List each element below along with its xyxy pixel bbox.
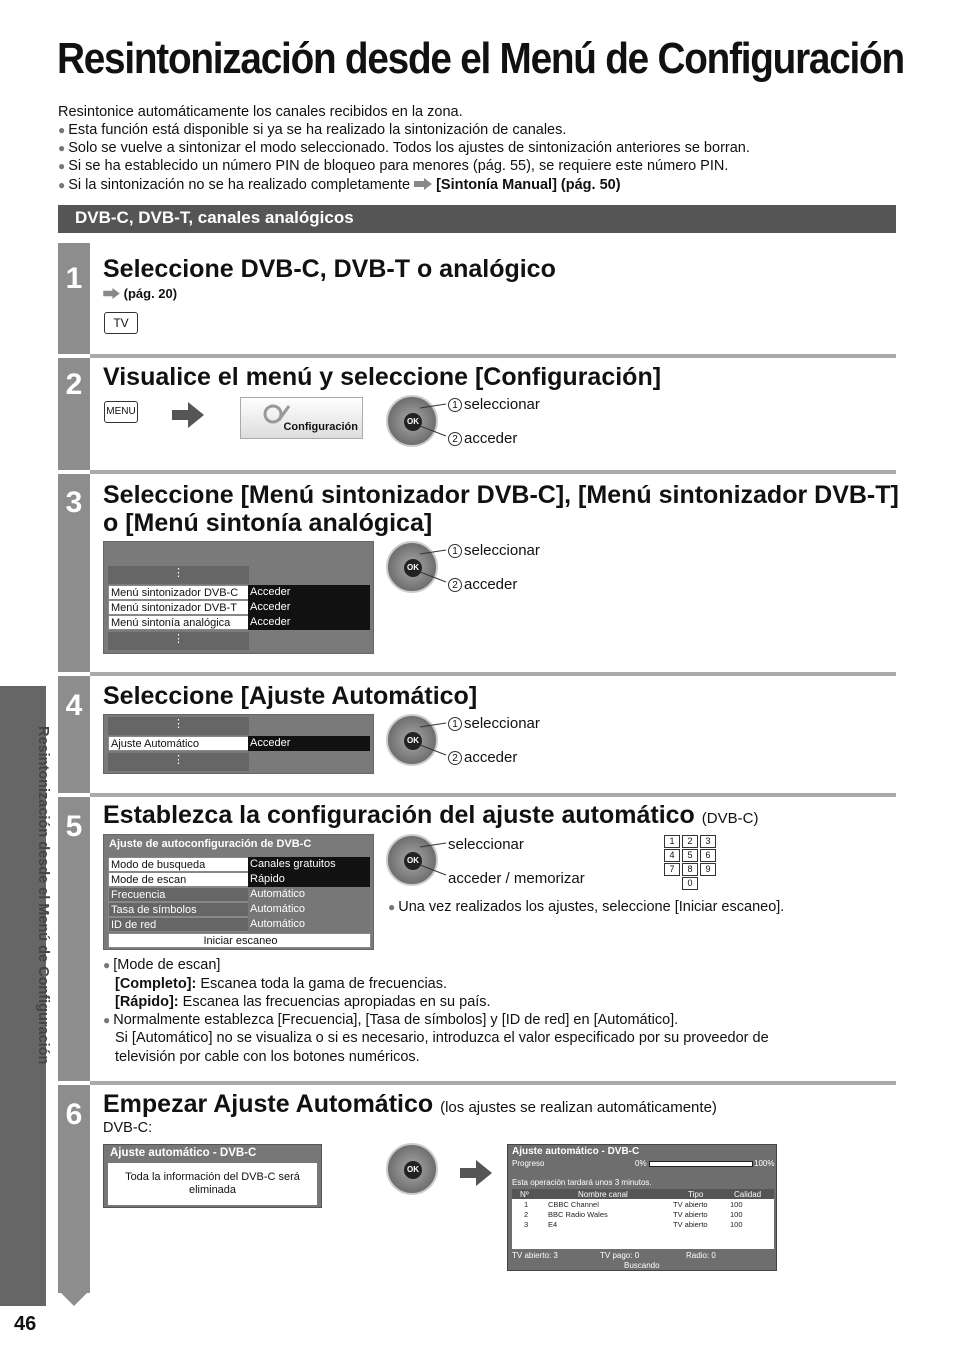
ok-navigation-pad[interactable]: OK — [386, 714, 438, 766]
auto-menu: ⋮ Ajuste Automático Acceder ⋮ — [103, 714, 374, 774]
access-label: 2 acceder — [448, 749, 517, 766]
divider — [90, 1081, 896, 1085]
intro-bullet: ● Si se ha establecido un número PIN de bloqueo para menores (pág. 55), se requiere este número PIN. — [58, 158, 729, 174]
progress-bar — [649, 1161, 753, 1167]
step-heading: Seleccione DVB-C, DVB-T o analógico — [103, 255, 556, 283]
configuracion-icon[interactable]: Configuración — [240, 397, 363, 439]
step-number: 1 — [65, 262, 83, 295]
autoconfig-menu: Ajuste de autoconfiguración de DVB-C Modo de busqueda Canales gratuitos Mode de escan Rápido Frecuencia Automático Tasa de símbolos Automático ID de red Automático Iniciar escaneo — [103, 834, 374, 950]
channel-table: 1 CBBC Channel TV abierto 100 2 BBC Radio Wales TV abierto 100 3 E4 TV abierto 100 — [512, 1199, 774, 1249]
menu-row-auto[interactable]: Ajuste Automático — [108, 736, 249, 751]
pointer-lines — [420, 400, 450, 440]
note: ● [Mode de escan] — [103, 957, 221, 973]
page-ref: (pág. 20) — [103, 286, 177, 301]
step-number: 6 — [65, 1098, 83, 1131]
divider — [58, 1081, 90, 1085]
divider — [90, 672, 896, 676]
clear-dialog: Ajuste automático - DVB-C Toda la información del DVB-C será eliminada — [103, 1144, 322, 1208]
divider — [58, 793, 90, 797]
ok-navigation-pad[interactable]: OK — [386, 834, 438, 886]
step-heading: Empezar Ajuste Automático (los ajustes se realizan automáticamente) — [103, 1090, 717, 1118]
sub-label: DVB-C: — [103, 1120, 153, 1136]
note: ● Normalmente establezca [Frecuencia], [Tasa de símbolos] y [ID de red] en [Automático]. — [103, 1012, 679, 1028]
divider — [58, 672, 90, 676]
step-heading: Establezca la configuración del ajuste automático (DVB-C) — [103, 801, 759, 829]
arrow-right-icon — [172, 402, 204, 428]
menu-row-dvbc[interactable]: Menú sintonizador DVB-C — [108, 585, 249, 600]
access-label: 2 acceder — [448, 576, 517, 593]
step-bar-tip — [58, 1290, 90, 1308]
step-number: 2 — [65, 368, 83, 401]
note: televisión por cable con los botones numéricos. — [115, 1049, 420, 1065]
step-heading: o [Menú sintonía analógica] — [103, 509, 433, 537]
access-label: acceder / memorizar — [448, 870, 585, 887]
side-label: Resintonización desde el Menú de Configuración — [35, 726, 51, 1065]
divider — [90, 793, 896, 797]
intro-bullet: ● Si la sintonización no se ha realizado completamente [Sintonía Manual] (pág. 50) — [58, 177, 621, 193]
menu-row-dvbt[interactable]: Menú sintonizador DVB-T — [108, 600, 249, 615]
divider — [58, 354, 90, 358]
arrow-right-icon — [460, 1160, 492, 1186]
divider — [90, 354, 896, 358]
step-number: 4 — [65, 689, 83, 722]
gear-icon — [259, 402, 293, 424]
menu-button[interactable]: MENU — [104, 401, 138, 423]
note: ● Una vez realizados los ajustes, seleccione [Iniciar escaneo]. — [388, 899, 785, 915]
step-heading: Visualice el menú y seleccione [Configuración] — [103, 363, 662, 391]
note: Si [Automático] no se visualiza o si es necesario, introduzca el valor especificado por su proveedor de — [115, 1030, 769, 1046]
page-number: 46 — [14, 1313, 37, 1335]
select-label: seleccionar — [448, 836, 524, 853]
ok-button[interactable]: OK — [386, 1143, 438, 1195]
tv-button[interactable]: TV — [104, 312, 138, 334]
step-heading: Seleccione [Menú sintonizador DVB-C], [Menú sintonizador DVB-T] — [103, 481, 899, 509]
intro-bullet: ● Esta función está disponible si ya se ha realizado la sintonización de canales. — [58, 122, 567, 138]
intro-text: Resintonice automáticamente los canales recibidos en la zona. — [58, 104, 463, 120]
step-number: 3 — [65, 486, 83, 519]
select-label: 1 seleccionar — [448, 396, 540, 413]
arrow-right-icon — [103, 288, 120, 299]
menu-row-analog[interactable]: Menú sintonía analógica — [108, 615, 249, 630]
note: [Completo]: Escanea toda la gama de frecuencias. — [115, 976, 448, 992]
select-label: 1 seleccionar — [448, 715, 540, 732]
tuner-menu: ⋮ Menú sintonizador DVB-C Acceder Menú sintonizador DVB-T Acceder Menú sintonía analógica Acceder ⋮ — [103, 541, 374, 654]
select-label: 1 seleccionar — [448, 542, 540, 559]
step-number: 5 — [65, 810, 83, 843]
scan-progress-screen: Ajuste automático - DVB-C Progreso 0% 100% Esta operación tardará unos 3 minutos. Nº Nombre canal Tipo Calidad 1 CBBC Channel TV abierto 100 2 BBC Radio Wales TV abierto 100 3 E4 TV abierto 100 TV abierto: 3 TV pago: 0 Radio: 0 Buscando — [507, 1144, 777, 1271]
ok-navigation-pad[interactable]: OK — [386, 541, 438, 593]
intro-bullet: ● Solo se vuelve a sintonizar el modo seleccionado. Todos los ajustes de sintonización anteriores se borran. — [58, 140, 750, 156]
access-label: 2 acceder — [448, 430, 517, 447]
divider — [90, 470, 896, 474]
step-heading: Seleccione [Ajuste Automático] — [103, 682, 478, 710]
arrow-right-icon — [414, 178, 432, 190]
ok-navigation-pad[interactable]: OK — [386, 395, 438, 447]
section-banner: DVB-C, DVB-T, canales analógicos — [58, 205, 896, 233]
note: [Rápido]: Escanea las frecuencias apropiadas en su país. — [115, 994, 491, 1010]
start-scan-button[interactable]: Iniciar escaneo — [108, 933, 371, 948]
page-title: Resintonización desde el Menú de Configuración — [57, 34, 904, 83]
divider — [58, 470, 90, 474]
